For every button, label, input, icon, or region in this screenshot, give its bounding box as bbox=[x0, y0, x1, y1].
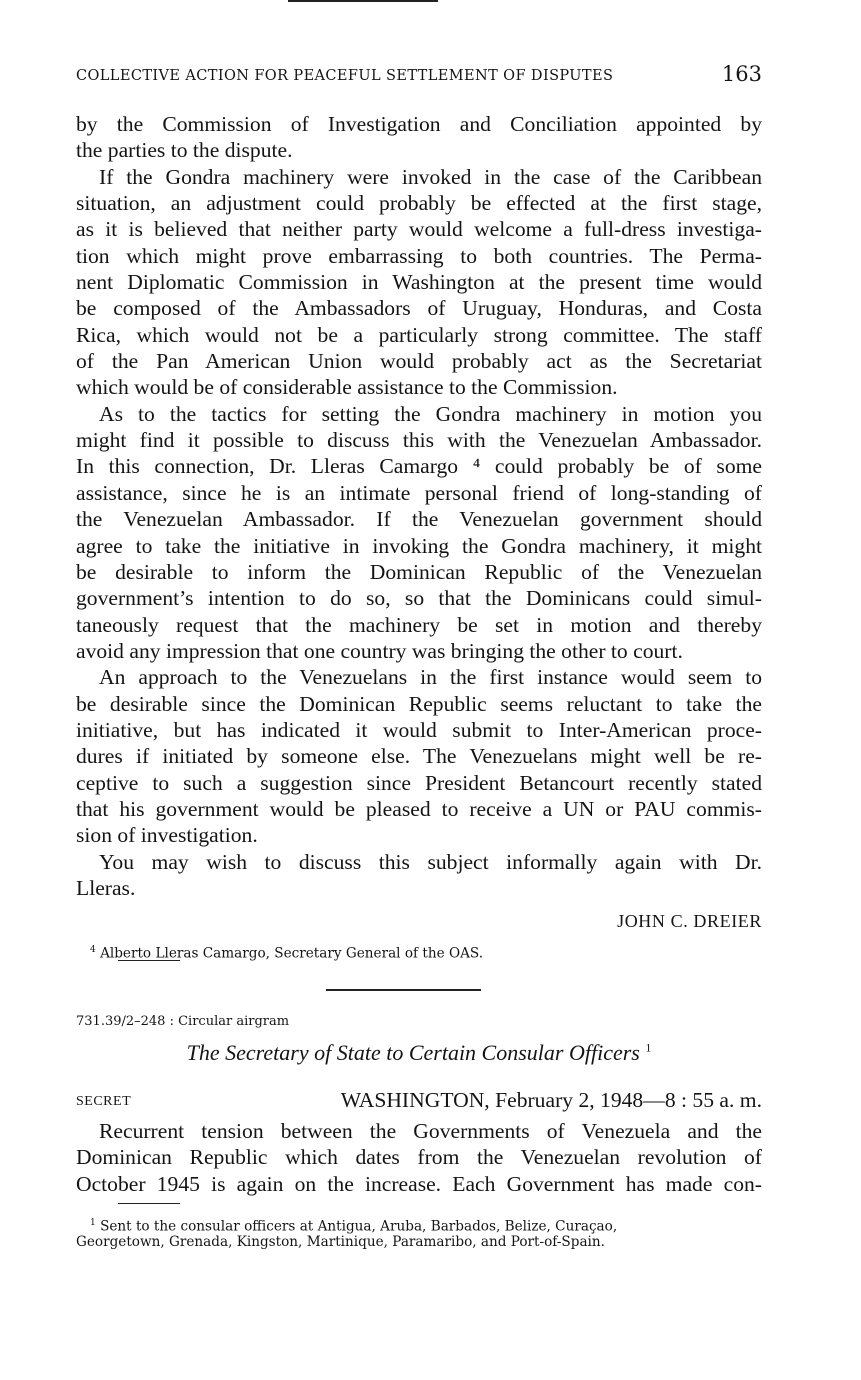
footnote-1-line-2: Georgetown, Grenada, Kingston, Martinique, Paramaribo, and Port-of-Spain. bbox=[76, 1234, 605, 1250]
second-document-body bbox=[76, 1118, 762, 1197]
text-line: An approach to the Venezuelans in the first instance would seem to bbox=[99, 665, 762, 690]
text-line: In this connection, Dr. Lleras Camargo ⁴ could probably be of some bbox=[76, 454, 762, 479]
text-line: the parties to the dispute. bbox=[76, 138, 293, 163]
text-line: as it is believed that neither party would welcome a full-dress investiga- bbox=[76, 217, 762, 242]
text-line: If the Gondra machinery were invoked in the case of the Caribbean bbox=[99, 164, 762, 189]
text-line: Rica, which would not be a particularly strong committee. The staff bbox=[76, 322, 762, 347]
signature: JOHN C. DREIER bbox=[617, 911, 762, 932]
top-edge-mark bbox=[288, 0, 438, 2]
text-line: nent Diplomatic Commission in Washington at the present time would bbox=[76, 270, 762, 295]
text-line: sion of investigation. bbox=[76, 823, 258, 848]
document-title-text: The Secretary of State to Certain Consular Officers bbox=[186, 1040, 640, 1065]
text-line: be composed of the Ambassadors of Uruguay, Honduras, and Costa bbox=[76, 296, 762, 321]
dateline: WASHINGTON, February 2, 1948—8 : 55 a. m. bbox=[340, 1088, 762, 1112]
text-line: might find it possible to discuss this with the Venezuelan Ambassador. bbox=[76, 428, 762, 453]
text-line: ceptive to such a suggestion since President Betancourt recently stated bbox=[76, 770, 762, 795]
text-line: dures if initiated by someone else. The Venezuelans might well be re- bbox=[76, 744, 762, 769]
section-divider bbox=[326, 989, 481, 991]
document-title bbox=[76, 1040, 762, 1066]
text-line: be desirable since the Dominican Republic seems reluctant to take the bbox=[76, 691, 762, 716]
text-line: taneously request that the machinery be set in motion and thereby bbox=[76, 612, 762, 637]
text-line: Dominican Republic which dates from the Venezuelan revolution of bbox=[76, 1145, 762, 1170]
document-title-note: 1 bbox=[645, 1040, 652, 1055]
text-line: situation, an adjustment could probably be effected at the first stage, bbox=[76, 191, 762, 216]
page-header bbox=[76, 62, 762, 92]
text-line: avoid any impression that one country was bringing the other to court. bbox=[76, 638, 683, 663]
footnote-4 bbox=[90, 941, 483, 964]
text-line: agree to take the initiative in invoking the Gondra machinery, it might bbox=[76, 533, 762, 558]
text-line: As to the tactics for setting the Gondra machinery in motion you bbox=[99, 401, 762, 426]
text-line: of the Pan American Union would probably act as the Secretariat bbox=[76, 349, 762, 374]
footnote-1-line-1: Sent to the consular officers at Antigua, Aruba, Barbados, Belize, Curaçao, bbox=[100, 1218, 618, 1235]
body-text bbox=[76, 111, 762, 934]
footnote-rule-2 bbox=[118, 1203, 180, 1204]
text-line: October 1945 is again on the increase. Each Government has made con- bbox=[76, 1171, 762, 1196]
text-line: You may wish to discuss this subject informally again with Dr. bbox=[99, 849, 762, 874]
text-line: Recurrent tension between the Governments of Venezuela and the bbox=[99, 1119, 762, 1143]
text-line: by the Commission of Investigation and Conciliation appointed by bbox=[76, 112, 762, 136]
footnote-1-continued bbox=[76, 1233, 605, 1252]
text-line: which would be of considerable assistance to the Commission. bbox=[76, 375, 618, 400]
text-line: be desirable to inform the Dominican Republic of the Venezuelan bbox=[76, 559, 762, 584]
text-line: initiative, but has indicated it would submit to Inter-American proce- bbox=[76, 717, 762, 742]
file-reference: 731.39/2–248 : Circular airgram bbox=[76, 1014, 290, 1029]
text-line: Lleras. bbox=[76, 875, 136, 900]
text-line: the Venezuelan Ambassador. If the Venezuelan government should bbox=[76, 507, 762, 532]
text-line: that his government would be pleased to receive a UN or PAU commis- bbox=[76, 796, 762, 821]
text-line: tion which might prove embarrassing to both countries. The Perma- bbox=[76, 243, 762, 268]
footnote-1-number: 1 bbox=[90, 1218, 96, 1228]
classification-line bbox=[76, 1088, 762, 1116]
text-line: assistance, since he is an intimate personal friend of long-standing of bbox=[76, 480, 762, 505]
running-title: COLLECTIVE ACTION FOR PEACEFUL SETTLEMENT OF DISPUTES bbox=[76, 68, 614, 84]
classification: SECRET bbox=[76, 1094, 132, 1109]
footnote-4-number: 4 bbox=[90, 945, 96, 955]
text-line: government’s intention to do so, so that the Dominicans could simul- bbox=[76, 586, 762, 611]
page-number: 163 bbox=[721, 62, 762, 86]
footnote-4-text: Alberto Lleras Camargo, Secretary General of the OAS. bbox=[100, 945, 484, 962]
